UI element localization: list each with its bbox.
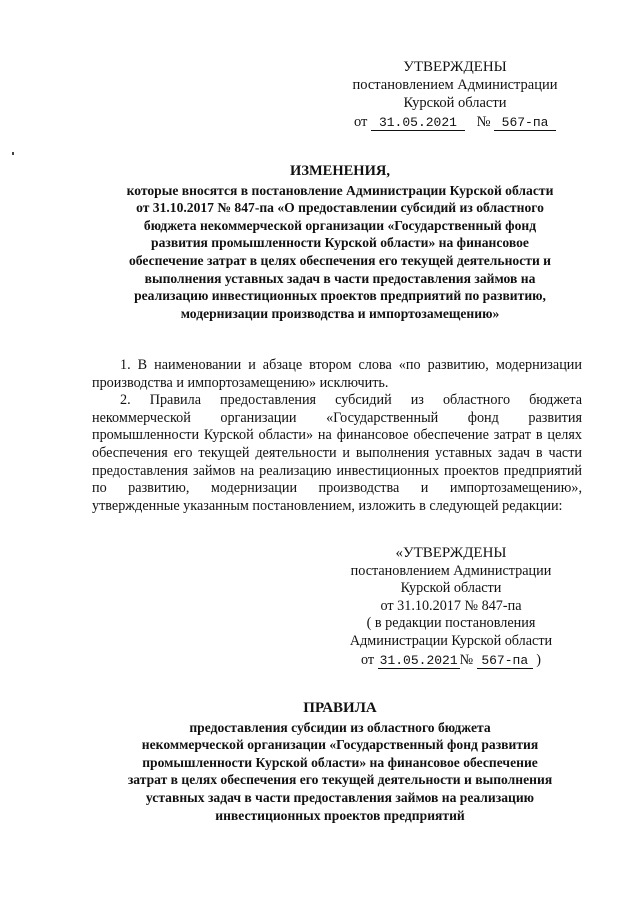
approval-date-row: [320, 652, 582, 670]
rules-line: некоммерческой организации «Государственный фонд развития: [141, 737, 539, 753]
changes-line: развития промышленности Курской области» на финансовое: [151, 235, 529, 251]
approval-number: 567-па: [477, 654, 533, 669]
approval-line: постановлением Администрации: [352, 77, 558, 93]
changes-line: выполнения уставных задач в части предоставления займов на: [144, 270, 536, 286]
approval-line: ( в редакции постановления: [366, 615, 536, 632]
rules-line: уставных задач в части предоставления займов на реализацию: [145, 789, 535, 805]
approval-date: 31.05.2021: [379, 652, 458, 668]
closing-paren: ): [536, 651, 542, 668]
changes-heading: ИЗМЕНЕНИЯ,: [290, 163, 390, 179]
changes-line: бюджета некоммерческой организации «Государственный фонд: [143, 217, 537, 233]
approval-block-quoted: [320, 545, 582, 669]
changes-line: обеспечение затрат в целях обеспечения его текущей деятельности и: [128, 252, 552, 268]
approval-line: Курской области: [403, 95, 507, 111]
paragraph-2: [92, 392, 582, 515]
rules-section: [60, 700, 620, 824]
changes-line: которые вносятся в постановление Администрации Курской области: [126, 182, 554, 198]
paragraph-2-text: 2. Правила предоставления субсидий из областного бюджета некоммерческой организации «Государственный фонд развития промышленности Курской области» на финансовое обеспечение затрат в целях обеспечения его текущей деятельности и выполнения уставных задач в части предоставления займов на реализацию инвестиционных проектов предприятий по развитию, модернизации производства и импортозамещению», утвержденные указанным постановлением, изложить в следующей редакции:: [92, 392, 582, 514]
changes-line: от 31.10.2017 № 847-па «О предоставлении субсидий из областного: [136, 200, 544, 216]
changes-line: модернизации производства и импортозамещению»: [180, 305, 500, 321]
approval-line: Курской области: [400, 580, 502, 597]
approval-title: «УТВЕРЖДЕНЫ: [395, 545, 507, 561]
changes-section: [60, 163, 620, 322]
body-text: [92, 357, 582, 515]
rules-line: затрат в целях обеспечения его текущей деятельности и выполнения: [127, 772, 553, 788]
changes-line: реализацию инвестиционных проектов предприятий по развитию,: [134, 288, 546, 304]
rules-heading: ПРАВИЛА: [303, 700, 377, 716]
margin-mark: [12, 152, 14, 155]
paragraph-1-text: 1. В наименовании и абзаце втором слова «по развитию, модернизации производства и импортозамещению» исключить.: [92, 357, 582, 391]
date-prefix: от: [360, 651, 375, 668]
approval-line: от 31.10.2017 № 847-па: [380, 597, 522, 614]
rules-line: предоставления субсидии из областного бюджета: [189, 719, 491, 735]
approval-number: 567-па: [494, 116, 556, 131]
number-prefix: №: [476, 114, 491, 130]
approval-title: УТВЕРЖДЕНЫ: [403, 59, 507, 75]
paragraph-1: [92, 357, 582, 392]
date-prefix: от: [353, 114, 368, 130]
approval-block-top: [330, 58, 580, 131]
approval-line: постановлением Администрации: [350, 562, 552, 579]
approval-date: 31.05.2021: [371, 116, 465, 131]
number-prefix: №: [459, 651, 474, 668]
rules-line: инвестиционных проектов предприятий: [215, 807, 465, 823]
approval-line: Администрации Курской области: [349, 632, 553, 649]
rules-line: промышленности Курской области» на финансовое обеспечение: [142, 754, 538, 770]
approval-date-row: [330, 113, 580, 131]
